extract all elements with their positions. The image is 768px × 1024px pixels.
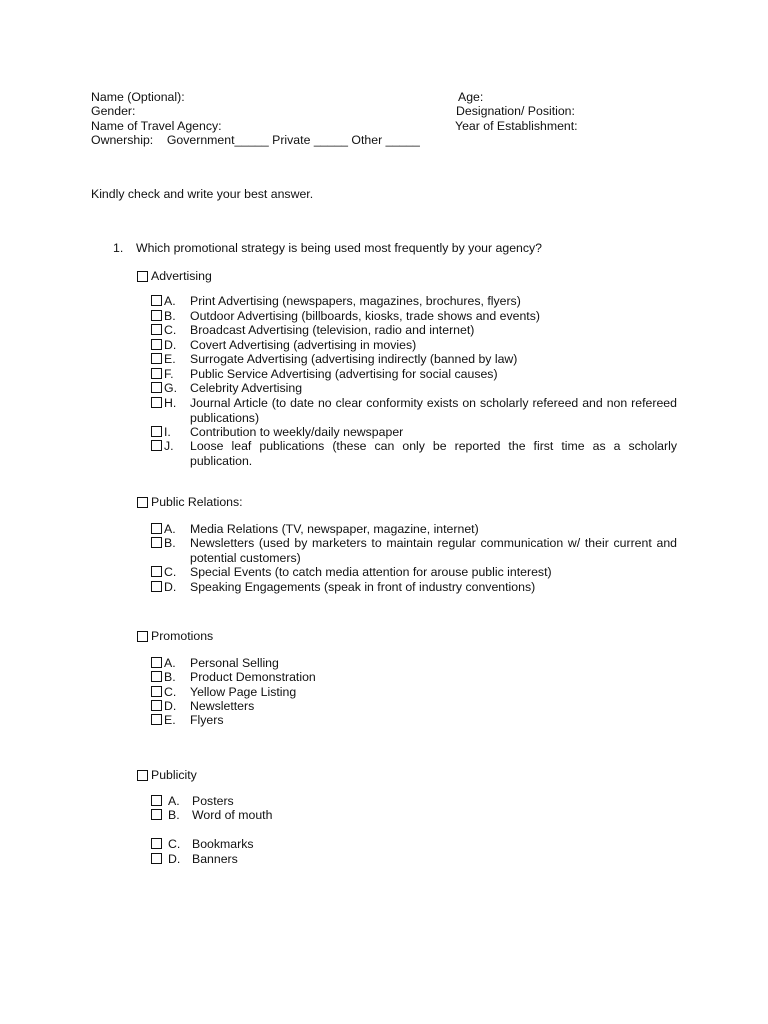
option-text: Loose leaf publications (these can only be reported the first time as a scholarly publication. — [190, 439, 677, 468]
publicity-option-b — [151, 808, 677, 823]
public-relations-label: Public Relations: — [151, 495, 243, 509]
option-text: Media Relations (TV, newspaper, magazine, internet) — [190, 522, 479, 536]
public-relations-option-a — [151, 522, 677, 537]
year-of-establishment-label: Year of Establishment: — [455, 119, 578, 133]
option-text: Surrogate Advertising (advertising indirectly (banned by law) — [190, 352, 518, 366]
advertising-label: Advertising — [151, 269, 212, 283]
publicity-label: Publicity — [151, 768, 197, 782]
promotions-option-a — [151, 656, 677, 671]
option-letter: G. — [164, 381, 177, 395]
option-text: Word of mouth — [192, 808, 273, 822]
promotions-option-c — [151, 685, 677, 700]
option-text: Product Demonstration — [190, 670, 316, 684]
advertising-option-d — [151, 338, 677, 353]
option-letter: D. — [164, 338, 177, 352]
option-letter: A. — [164, 522, 176, 536]
promotions-option-e — [151, 713, 677, 728]
option-letter: H. — [164, 396, 177, 410]
option-text: Newsletters — [190, 699, 255, 713]
option-letter: B. — [164, 309, 176, 323]
option-letter: I. — [164, 425, 171, 439]
option-text: Public Service Advertising (advertising for social causes) — [190, 367, 498, 381]
option-text: Posters — [192, 794, 234, 808]
option-text: Print Advertising (newspapers, magazines, brochures, flyers) — [190, 294, 521, 308]
advertising-option-a — [151, 294, 677, 309]
advertising-option-f — [151, 367, 677, 382]
option-text: Special Events (to catch media attention for arouse public interest) — [190, 565, 552, 579]
advertising-option-c — [151, 323, 677, 338]
public-relations-checkbox[interactable] — [137, 497, 148, 508]
option-letter: A. — [164, 294, 176, 308]
option-letter: C. — [164, 685, 177, 699]
promotions-checkbox[interactable] — [137, 631, 148, 642]
checkbox[interactable] — [151, 324, 162, 335]
option-letter: B. — [164, 536, 176, 550]
promotions-option-d — [151, 699, 677, 714]
checkbox[interactable] — [151, 426, 162, 437]
option-letter: C. — [168, 837, 181, 851]
option-letter: E. — [164, 352, 176, 366]
checkbox[interactable] — [151, 566, 162, 577]
option-letter: A. — [164, 656, 176, 670]
option-letter: A. — [168, 794, 180, 808]
category-public-relations — [137, 495, 243, 510]
advertising-option-i — [151, 425, 677, 440]
checkbox[interactable] — [151, 397, 162, 408]
option-text: Personal Selling — [190, 656, 279, 670]
option-text: Speaking Engagements (speak in front of industry conventions) — [190, 580, 536, 594]
publicity-checkbox[interactable] — [137, 770, 148, 781]
publicity-option-c — [151, 837, 677, 852]
option-letter: C. — [164, 323, 177, 337]
gender-label: Gender: — [91, 104, 136, 118]
option-text: Bookmarks — [192, 837, 254, 851]
option-letter: E. — [164, 713, 176, 727]
checkbox[interactable] — [151, 523, 162, 534]
checkbox[interactable] — [151, 671, 162, 682]
checkbox[interactable] — [151, 809, 162, 820]
public-relations-option-c — [151, 565, 677, 580]
advertising-checkbox[interactable] — [137, 271, 148, 282]
option-letter: C. — [164, 565, 177, 579]
checkbox[interactable] — [151, 853, 162, 864]
travel-agency-label: Name of Travel Agency: — [91, 119, 222, 133]
age-label: Age: — [458, 90, 484, 104]
option-letter: B. — [164, 670, 176, 684]
checkbox[interactable] — [151, 440, 162, 451]
publicity-option-d — [151, 852, 677, 867]
question-number: 1. — [113, 241, 124, 255]
checkbox[interactable] — [151, 310, 162, 321]
checkbox[interactable] — [151, 795, 162, 806]
checkbox[interactable] — [151, 686, 162, 697]
public-relations-option-d — [151, 580, 677, 595]
option-text: Broadcast Advertising (television, radio and internet) — [190, 323, 475, 337]
option-letter: J. — [164, 439, 174, 453]
advertising-option-h — [151, 396, 677, 425]
promotions-label: Promotions — [151, 629, 214, 643]
option-letter: D. — [164, 699, 177, 713]
public-relations-option-b — [151, 536, 677, 565]
advertising-option-j — [151, 439, 677, 468]
option-text: Contribution to weekly/daily newspaper — [190, 425, 404, 439]
question-text: Which promotional strategy is being used most frequently by your agency? — [136, 241, 543, 255]
category-publicity — [137, 768, 197, 783]
name-label: Name (Optional): — [91, 90, 185, 104]
instruction-text: Kindly check and write your best answer. — [91, 187, 314, 201]
checkbox[interactable] — [151, 714, 162, 725]
publicity-option-a — [151, 794, 677, 809]
checkbox[interactable] — [151, 339, 162, 350]
checkbox[interactable] — [151, 295, 162, 306]
option-letter: B. — [168, 808, 180, 822]
option-text: Journal Article (to date no clear conformity exists on scholarly refereed and non refereed publications) — [190, 396, 677, 425]
checkbox[interactable] — [151, 657, 162, 668]
option-letter: F. — [164, 367, 174, 381]
checkbox[interactable] — [151, 368, 162, 379]
checkbox[interactable] — [151, 537, 162, 548]
checkbox[interactable] — [151, 353, 162, 364]
option-text: Yellow Page Listing — [190, 685, 297, 699]
option-text: Flyers — [190, 713, 224, 727]
checkbox[interactable] — [151, 838, 162, 849]
option-letter: D. — [168, 852, 181, 866]
category-advertising — [137, 269, 212, 284]
advertising-option-b — [151, 309, 677, 324]
option-text: Outdoor Advertising (billboards, kiosks, trade shows and events) — [190, 309, 540, 323]
checkbox[interactable] — [151, 382, 162, 393]
option-text: Banners — [192, 852, 238, 866]
promotions-option-b — [151, 670, 677, 685]
advertising-option-e — [151, 352, 677, 367]
option-letter: D. — [164, 580, 177, 594]
checkbox[interactable] — [151, 581, 162, 592]
advertising-option-g — [151, 381, 677, 396]
option-text: Covert Advertising (advertising in movies) — [190, 338, 417, 352]
category-promotions — [137, 629, 213, 644]
ownership-line: Ownership: Government_____ Private _____ Other _____ — [91, 133, 420, 147]
option-text: Celebrity Advertising — [190, 381, 303, 395]
option-text: Newsletters (used by marketers to maintain regular communication w/ their current and potential customers) — [190, 536, 677, 565]
checkbox[interactable] — [151, 700, 162, 711]
designation-label: Designation/ Position: — [456, 104, 575, 118]
